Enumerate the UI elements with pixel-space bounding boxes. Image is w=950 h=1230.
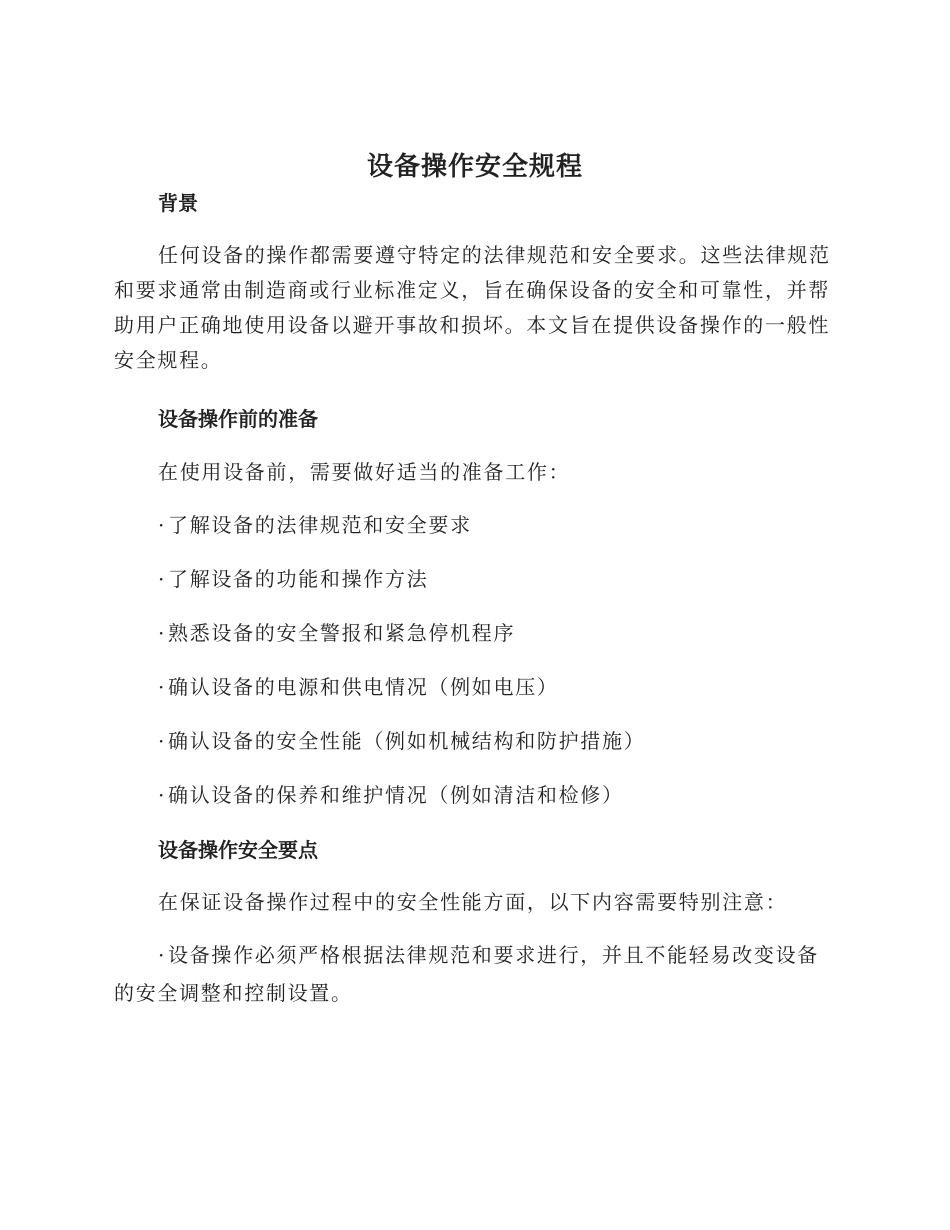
- list-item: [158, 564, 428, 594]
- bullet-marker: ·: [158, 783, 165, 807]
- bullet-marker: ·: [158, 675, 165, 699]
- list-item: [158, 618, 515, 648]
- list-item-text: 确认设备的保养和维护情况（例如清洁和检修）: [168, 783, 624, 807]
- list-item: [158, 672, 559, 702]
- safety-intro: 在保证设备操作过程中的安全性能方面，以下内容需要特别注意：: [158, 890, 788, 914]
- list-item: [158, 726, 645, 756]
- bullet-marker: ·: [158, 621, 165, 645]
- bullet-marker: ·: [158, 567, 165, 591]
- document-title: 设备操作安全规程: [366, 152, 583, 182]
- list-item-text: 设备操作必须严格根据法律规范和要求进行，并且不能轻易改变设备的安全调整和控制设置。: [114, 943, 819, 1005]
- background-paragraph: 任何设备的操作都需要遵守特定的法律规范和安全要求。这些法律规范和要求通常由制造商或行业标准定义，旨在确保设备的安全和可靠性，并帮助用户正确地使用设备以避开事故和损坏。本文旨在提供设备操作的一般性安全规程。: [114, 243, 831, 372]
- preparation-intro: 在使用设备前，需要做好适当的准备工作：: [158, 460, 571, 484]
- list-item-text: 了解设备的功能和操作方法: [168, 567, 429, 591]
- bullet-marker: ·: [158, 943, 165, 967]
- list-item: [114, 936, 834, 1012]
- bullet-marker: ·: [158, 513, 165, 537]
- section-heading-safety-points: 设备操作安全要点: [158, 838, 318, 862]
- section-heading-preparation: 设备操作前的准备: [158, 407, 318, 431]
- list-item: [158, 780, 624, 810]
- section-heading-background: 背景: [158, 191, 198, 215]
- bullet-marker: ·: [158, 729, 165, 753]
- list-item-text: 确认设备的安全性能（例如机械结构和防护措施）: [168, 729, 646, 753]
- list-item-text: 确认设备的电源和供电情况（例如电压）: [168, 675, 559, 699]
- list-item-text: 熟悉设备的安全警报和紧急停机程序: [168, 621, 516, 645]
- list-item-text: 了解设备的法律规范和安全要求: [168, 513, 472, 537]
- list-item: [158, 510, 472, 540]
